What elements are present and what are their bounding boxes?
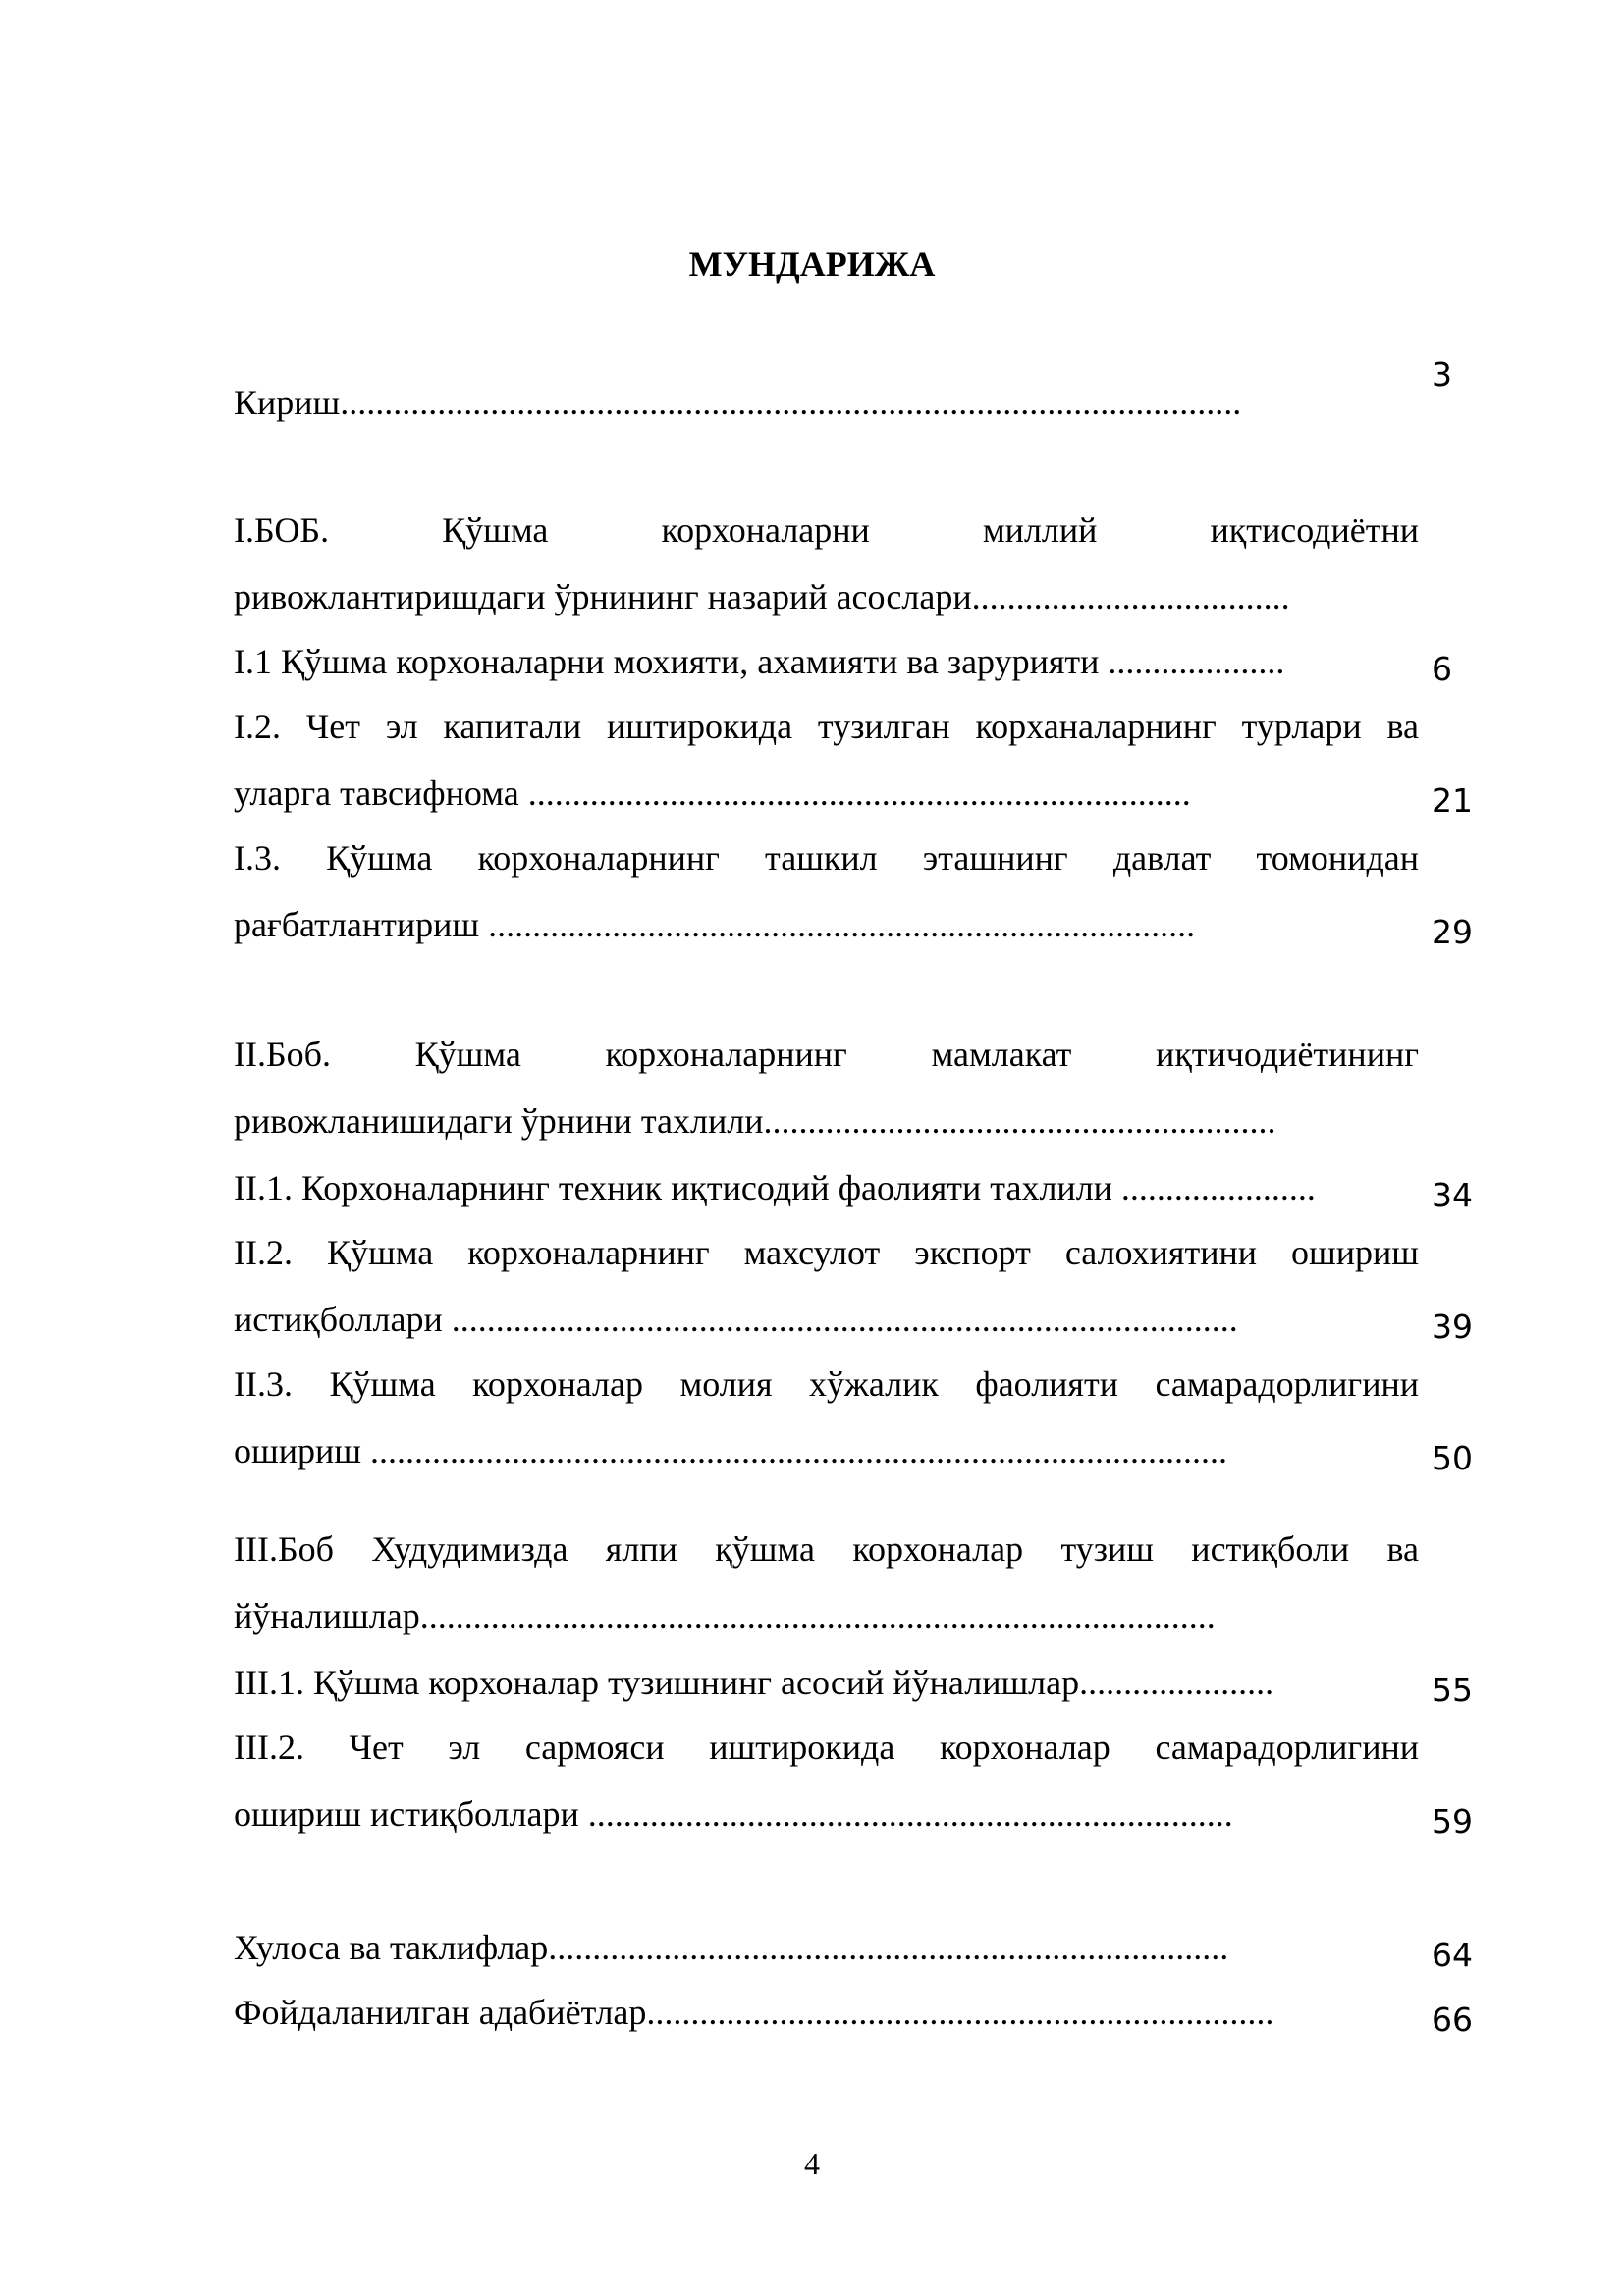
toc-page-conclusion: 64 [1432,1936,1473,1974]
toc-entry-2-2-cont[interactable]: истиқболлари ......................................................................................... [234,1300,1238,1339]
toc-entry-3-1[interactable]: III.1. Қўшма корхоналар тузишнинг асосий йўналишлар...................... [234,1663,1274,1702]
toc-entry-references[interactable]: Фойдаланилган адабиётлар....................................................................... [234,1993,1274,2032]
toc-entry-1-3[interactable]: I.3. Қўшма корхоналарнинг ташкил эташнинг давлат томонидан [234,838,1419,878]
toc-page-2-2: 39 [1432,1308,1473,1346]
toc-entry-1-2-cont[interactable]: уларга тавсифнома ........................................................................... [234,774,1191,813]
toc-page-1-1: 6 [1432,650,1452,688]
toc-chapter-3-heading-cont[interactable]: йўналишлар.......................................................................................... [234,1596,1216,1635]
toc-chapter-1-heading-cont[interactable]: ривожлантиришдаги ўрнининг назарий асослари.................................... [234,577,1290,616]
toc-entry-1-3-cont[interactable]: рағбатлантириш ................................................................................ [234,905,1196,944]
toc-entry-3-2[interactable]: III.2. Чет эл сармояси иштирокида корхоналар самарадорлигини [234,1728,1419,1767]
toc-page-1-2: 21 [1432,781,1473,820]
toc-entry-1-1[interactable]: I.1 Қўшма корхоналарни мохияти, ахамияти ва зарурияти .................... [234,642,1285,681]
toc-entry-2-1[interactable]: II.1. Корхоналарнинг техник иқтисодий фаолияти тахлили ...................... [234,1168,1316,1207]
page-title: МУНДАРИЖА [688,244,936,284]
toc-entry-2-3-cont[interactable]: ошириш ................................................................................................. [234,1431,1227,1470]
toc-entry-3-2-cont[interactable]: ошириш истиқболлари ......................................................................... [234,1794,1233,1834]
toc-page-intro: 3 [1432,355,1452,394]
toc-page-3-2: 59 [1432,1802,1473,1841]
toc-page-2-1: 34 [1432,1176,1473,1214]
toc-chapter-1-heading[interactable]: I.БОБ. Қўшма корхоналарни миллий иқтисодиётни [234,510,1419,550]
toc-entry-1-2[interactable]: I.2. Чет эл капитали иштирокида тузилган корханаларнинг турлари ва [234,707,1419,746]
toc-chapter-2-heading-cont[interactable]: ривожланишидаги ўрнини тахлили.......................................................... [234,1101,1276,1141]
toc-entry-2-3[interactable]: II.3. Қўшма корхоналар молия хўжалик фаолияти самарадорлигини [234,1364,1419,1404]
toc-page-references: 66 [1432,2001,1473,2039]
toc-chapter-3-heading[interactable]: III.Боб Худудимизда ялпи қўшма корхоналар тузиш истиқболи ва [234,1529,1419,1569]
page-number: 4 [804,2146,820,2181]
toc-page-2-3: 50 [1432,1439,1473,1477]
toc-chapter-2-heading[interactable]: II.Боб. Қўшма корхоналарнинг мамлакат иқтичодиётининг [234,1035,1419,1074]
toc-entry-2-2[interactable]: II.2. Қўшма корхоналарнинг махсулот экспорт салохиятини ошириш [234,1233,1419,1272]
toc-entry-conclusion[interactable]: Хулоса ва таклифлар............................................................................. [234,1928,1229,1967]
toc-entry-intro[interactable]: Кириш...................................................................................................... [234,383,1242,422]
toc-page-1-3: 29 [1432,913,1473,951]
toc-page-3-1: 55 [1432,1671,1473,1709]
